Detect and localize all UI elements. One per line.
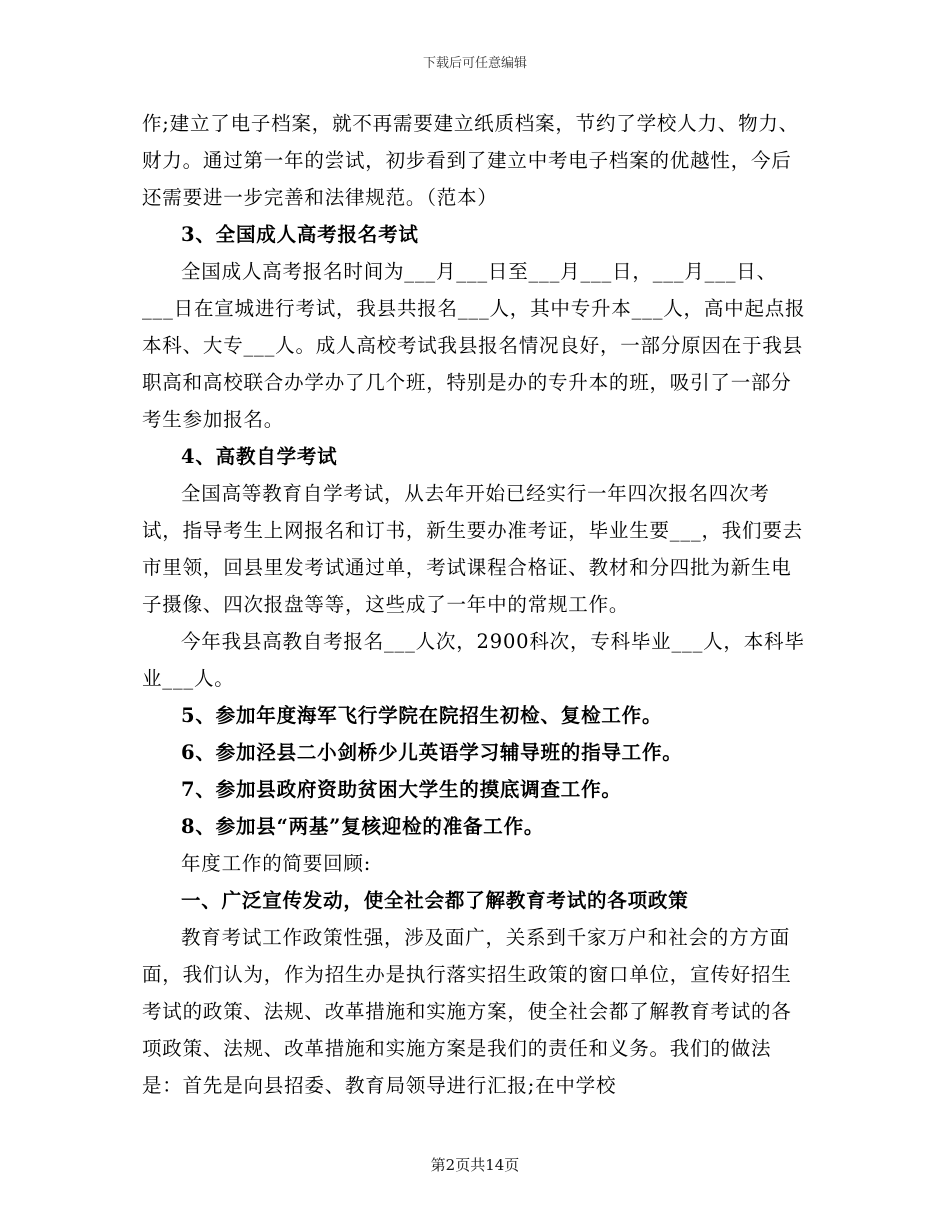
- page-footer: 第2页共14页: [430, 1156, 520, 1174]
- paragraph: 作;建立了电子档案，就不再需要建立纸质档案，节约了学校人力、物力、财力。通过第一年的尝试，初步看到了建立中考电子档案的优越性，今后还需要进一步完善和法律规范。（范本）: [142, 112, 799, 209]
- section-heading: 3、全国成人高考报名考试: [181, 223, 419, 246]
- paragraph: 全国高等教育自学考试，从去年开始已经实行一年四次报名四次考试，指导考生上网报名和订书，新生要办准考证，毕业生要___，我们要去市里领，回县里发考试通过单，考试课程合格证、教材和分四批为新生电子摄像、四次报盘等等，这些成了一年中的常规工作。: [142, 482, 803, 616]
- page-header: 下载后可任意编辑: [422, 56, 527, 71]
- section-heading: 6、参加泾县二小剑桥少儿英语学习辅导班的指导工作。: [181, 741, 683, 764]
- paragraph: 年度工作的简要回顾:: [181, 852, 372, 875]
- paragraph: 教育考试工作政策性强，涉及面广，关系到千家万户和社会的方方面面，我们认为，作为招生办是执行落实招生政策的窗口单位，宣传好招生考试的政策、法规、改革措施和实施方案，使全社会都了解教育考试的各项政策、法规、改革措施和实施方案是我们的责任和义务。我们的做法是：首先是向县招委、教育局领导进行汇报;在中学校: [142, 926, 792, 1097]
- section-heading: 7、参加县政府资助贫困大学生的摸底调查工作。: [181, 778, 622, 801]
- paragraph: 全国成人高考报名时间为___月___日至___月___日，___月___日、___日在宣城进行考试，我县共报名___人，其中专升本___人，高中起点报本科、大专___人。成人高校考试我县报名情况良好，一部分原因在于我县职高和高校联合办学办了几个班，特别是办的专升本的班，吸引了一部分考生参加报名。: [142, 260, 806, 431]
- document-body: [142, 105, 806, 1104]
- section-heading: 一、广泛宣传发动，使全社会都了解教育考试的各项政策: [181, 889, 689, 912]
- section-heading: 8、参加县“两基”复核迎检的准备工作。: [181, 815, 545, 838]
- paragraph: 今年我县高教自考报名___人次，2900科次，专科毕业___人，本科毕业___人。: [142, 630, 805, 690]
- section-heading: 4、高教自学考试: [181, 445, 338, 468]
- section-heading: 5、参加年度海军飞行学院在院招生初检、复检工作。: [181, 704, 663, 727]
